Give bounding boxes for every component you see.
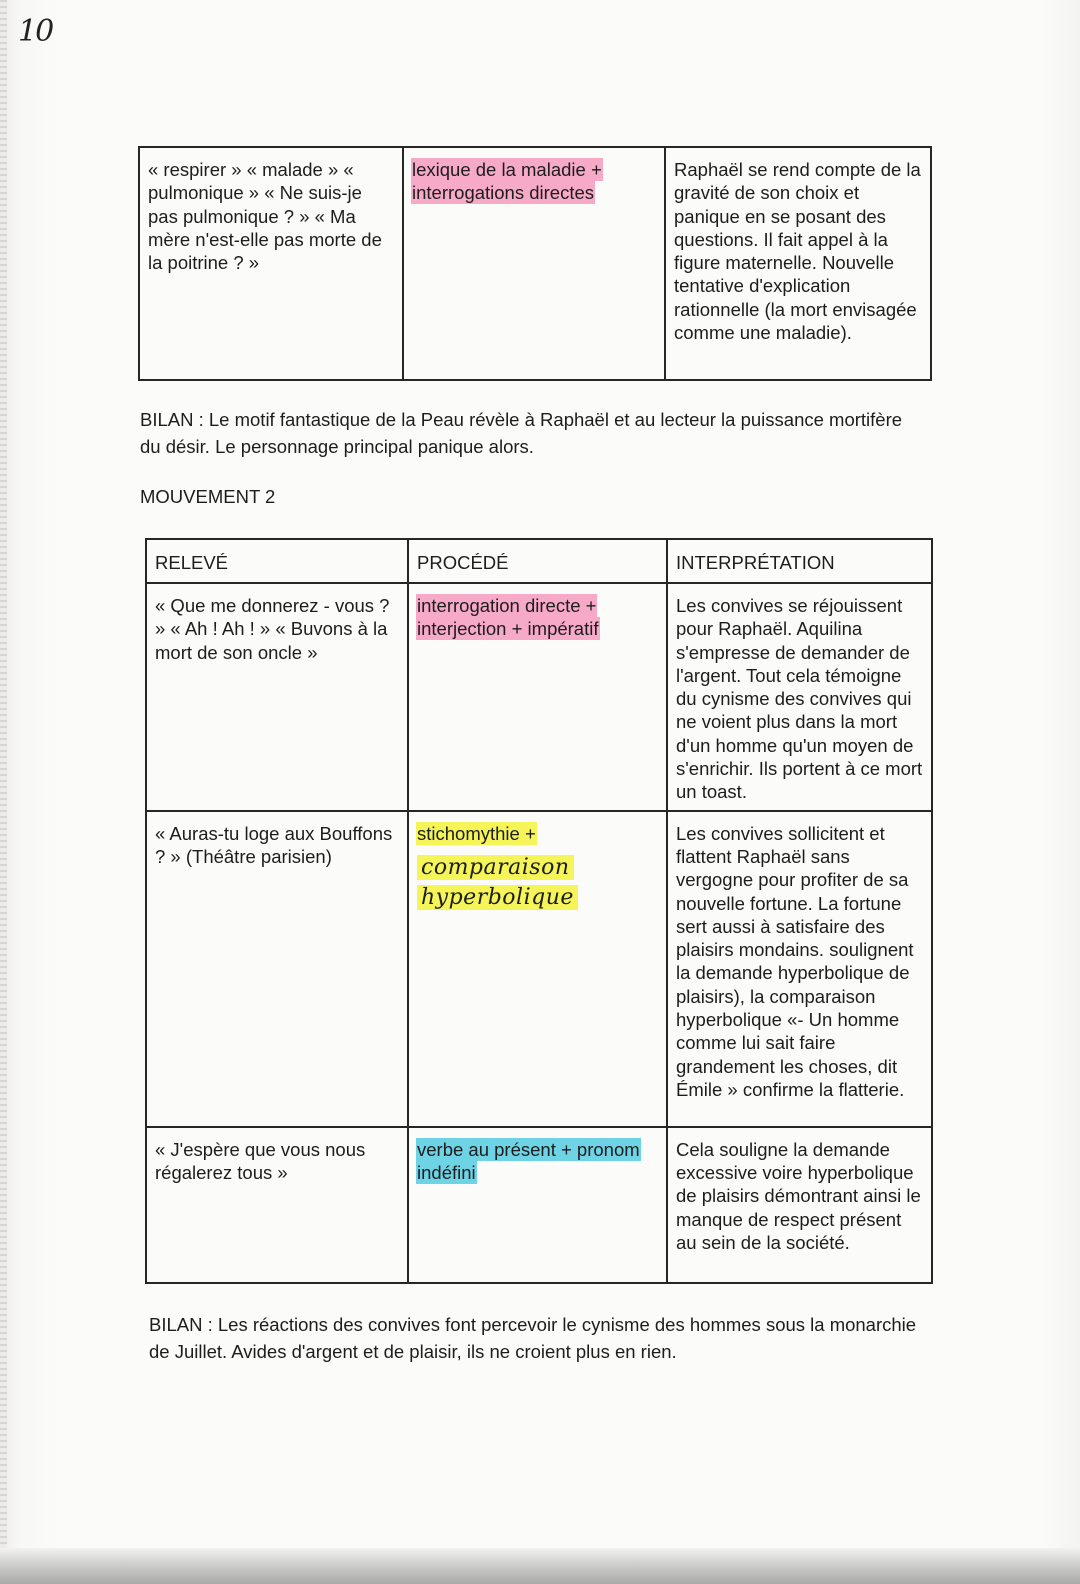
header-procede: PROCÉDÉ <box>408 539 667 583</box>
section-title-mouvement-2: MOUVEMENT 2 <box>140 486 276 507</box>
header-interpretation: INTERPRÉTATION <box>667 539 932 583</box>
procede-line: stichomythie + <box>417 822 536 844</box>
interpretation-cell <box>667 583 932 811</box>
table-header-row <box>146 539 932 583</box>
bilan-movement-1: BILAN : Le motif fantastique de la Peau révèle à Raphaël et au lecteur la puissance mortifère du désir. Le personnage principal panique alors. <box>140 409 903 457</box>
table-row <box>146 583 932 811</box>
procede-cell <box>408 811 667 1127</box>
releve-cell <box>139 147 403 380</box>
interpretation-text: Raphaël se rend compte de la gravité de son choix et panique en se posant des questions. Il fait appel à la figure maternelle. Nouvelle tentative d'explication rationnelle (la mort envisagée comme une maladie). <box>674 159 921 344</box>
releve-text: « Auras-tu loge aux Bouffons ? » (Théâtre parisien) <box>155 822 393 867</box>
releve-text: « respirer » « malade » « pulmonique » « Ne suis-je pas pulmonique ? » « Ma mère n'est-elle pas morte de la poitrine ? » <box>148 159 382 274</box>
procede-line: indéfini <box>417 1161 476 1183</box>
releve-cell <box>146 811 408 1127</box>
releve-cell <box>146 583 408 811</box>
procede-line: interjection + impératif <box>417 618 599 640</box>
procede-line: verbe au présent + pronom <box>417 1138 640 1160</box>
table-row <box>139 147 931 380</box>
handwritten-word: hyperbolique <box>417 885 578 910</box>
handwritten-annotation <box>417 853 658 913</box>
procede-line: interrogation directe + <box>417 595 597 616</box>
table-row <box>146 811 932 1127</box>
bilan-movement-2: BILAN : Les réactions des convives font percevoir le cynisme des hommes sous la monarchie de Juillet. Avides d'argent et de plaisir, ils ne croient plus en rien. <box>149 1314 917 1362</box>
procede-cell <box>403 147 665 380</box>
header-releve: RELEVÉ <box>146 539 408 583</box>
procede-line: lexique de la maladie + <box>412 159 602 180</box>
analysis-table-movement-1 <box>138 146 932 381</box>
releve-cell <box>146 1127 408 1283</box>
releve-text: « J'espère que vous nous régalerez tous » <box>155 1138 366 1183</box>
interpretation-cell <box>667 1127 932 1283</box>
page-number: 10 <box>18 14 53 49</box>
interpretation-cell <box>665 147 931 380</box>
procede-cell <box>408 583 667 811</box>
interpretation-text: Les convives se réjouissent pour Raphaël. Aquilina s'empresse de demander de l'argent. Tout cela témoigne du cynisme des convives qui ne voient plus dans la mort d'un homme qu'un moyen de s'enrichir. Ils portent à ce mort un toast. <box>676 595 923 803</box>
releve-text: « Que me donnerez - vous ? » « Ah ! Ah ! » « Buvons à la mort de son oncle » <box>155 595 390 663</box>
analysis-table-movement-2 <box>145 538 933 1284</box>
procede-cell <box>408 1127 667 1283</box>
page-binding-edge <box>0 0 7 1584</box>
page-bottom-edge <box>0 1548 1080 1584</box>
interpretation-cell <box>667 811 932 1127</box>
interpretation-text: Cela souligne la demande excessive voire hyperbolique de plaisirs démontrant ainsi le manque de respect présent au sein de la société. <box>676 1138 921 1253</box>
table-row <box>146 1127 932 1283</box>
handwritten-word: comparaison <box>417 855 574 880</box>
interpretation-text: Les convives sollicitent et flattent Raphaël sans vergogne pour profiter de sa nouvelle fortune. La fortune sert aussi à satisfaire des plaisirs mondains. soulignent la demande hyperbolique de plaisirs), la comparaison hyperbolique «- Un homme comme lui sait faire grandement les choses, dit Émile » confirme la flatterie. <box>676 822 914 1100</box>
procede-line: interrogations directes <box>412 182 595 204</box>
